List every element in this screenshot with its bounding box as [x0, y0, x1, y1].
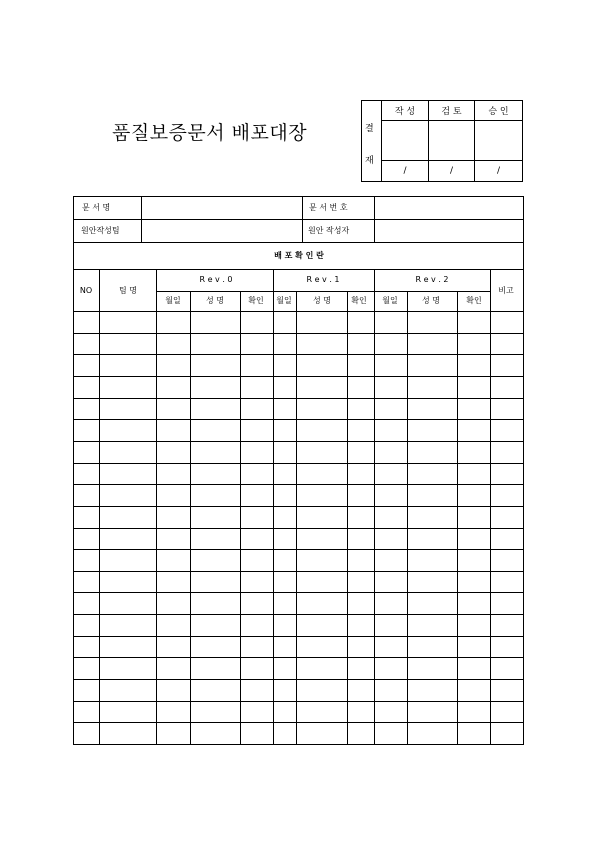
sub-header-date: 월일 [276, 296, 292, 305]
approval-box [361, 100, 523, 182]
sub-header-confirm: 확인 [466, 296, 482, 305]
table-row[interactable] [74, 506, 523, 528]
approval-header-review: 검 토 [429, 101, 475, 121]
draft-dept-field[interactable] [142, 220, 302, 242]
table-row[interactable] [74, 701, 523, 723]
drafter-label: 원안 작성자 [308, 226, 350, 235]
col-header-team: 팀 명 [119, 286, 137, 295]
approval-header-write: 작 성 [382, 101, 429, 121]
approval-date-write[interactable]: / [382, 161, 429, 181]
approval-side-label [362, 101, 382, 181]
drafter-field[interactable] [375, 220, 523, 242]
row-divider [74, 269, 523, 270]
table-row[interactable] [74, 376, 523, 398]
approval-sign-review[interactable] [429, 121, 475, 161]
table-row[interactable] [74, 679, 523, 701]
approval-sign-write[interactable] [382, 121, 429, 161]
doc-number-label: 문 서 번 호 [309, 203, 348, 212]
table-row[interactable] [74, 484, 523, 506]
table-row[interactable] [74, 354, 523, 376]
distribution-table [73, 196, 524, 745]
table-row[interactable] [74, 419, 523, 441]
doc-name-label: 문 서 명 [82, 203, 111, 212]
approval-side-bottom: 재 [365, 156, 374, 166]
row-divider [74, 242, 523, 243]
sub-header-name: 성 명 [422, 296, 440, 305]
table-row[interactable] [74, 398, 523, 420]
col-header-no: NO [79, 286, 93, 295]
sub-header-name: 성 명 [313, 296, 331, 305]
table-row[interactable] [74, 657, 523, 679]
table-row[interactable] [74, 311, 523, 333]
table-row[interactable] [74, 463, 523, 485]
draft-dept-label: 원안작성팀 [81, 226, 120, 235]
approval-header-approve: 승 인 [475, 101, 522, 121]
col-header-rev2: R e v . 2 [415, 275, 449, 284]
sub-header-name: 성 명 [206, 296, 224, 305]
header-sub-divider [156, 291, 490, 292]
col-header-rev0: R e v . 0 [199, 275, 233, 284]
sub-header-date: 월일 [382, 296, 398, 305]
section-title: 배 포 확 인 란 [274, 251, 324, 260]
doc-name-field[interactable] [142, 197, 302, 219]
col-header-remark: 비고 [498, 286, 514, 295]
approval-sign-approve[interactable] [475, 121, 522, 161]
col-header-rev1: R e v . 1 [306, 275, 340, 284]
table-row[interactable] [74, 636, 523, 658]
table-row[interactable] [74, 333, 523, 355]
doc-number-field[interactable] [375, 197, 523, 219]
table-row[interactable] [74, 722, 523, 744]
approval-date-approve[interactable]: / [496, 166, 501, 176]
sub-header-date: 월일 [165, 296, 181, 305]
table-row[interactable] [74, 614, 523, 636]
sub-header-confirm: 확인 [248, 296, 264, 305]
table-row[interactable] [74, 592, 523, 614]
approval-side-top: 결 [365, 124, 374, 134]
table-row[interactable] [74, 571, 523, 593]
table-row[interactable] [74, 528, 523, 550]
table-row[interactable] [74, 441, 523, 463]
page-title: 품질보증문서 배포대장 [112, 122, 308, 144]
table-row[interactable] [74, 549, 523, 571]
approval-date-review[interactable]: / [429, 161, 475, 181]
col-divider [302, 197, 303, 242]
sub-header-confirm: 확인 [351, 296, 367, 305]
